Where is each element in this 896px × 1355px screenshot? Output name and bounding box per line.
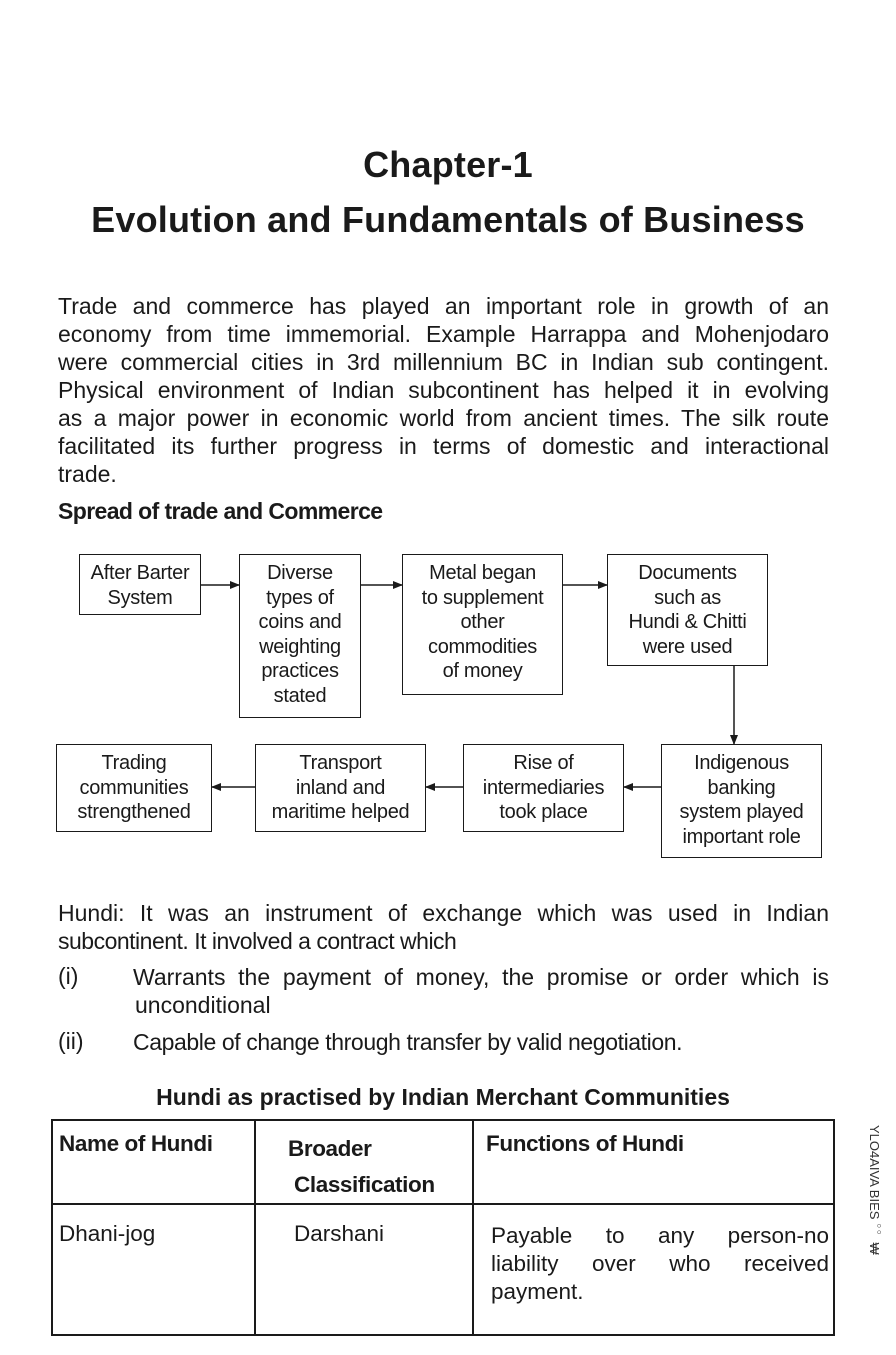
spread-heading: Spread of trade and Commerce	[58, 498, 383, 524]
list-number: (i)	[58, 963, 79, 989]
flow-box-coins: Diverse types of coins and weighting practices stated	[239, 554, 361, 718]
header-cell: Broader Classification	[255, 1120, 473, 1204]
flow-box-intermediaries: Rise of intermediaries took place	[463, 744, 624, 832]
header-cell: Functions of Hundi	[473, 1120, 834, 1204]
flow-box-banking: Indigenous banking system played important role	[661, 744, 822, 858]
flow-box-documents: Documents such as Hundi & Chitti were used	[607, 554, 768, 666]
cell-functions: Payable to any person-no liability over who received payment.	[473, 1204, 834, 1335]
hundi-line: Hundi: It was an instrument of exchange which was used in Indian	[58, 900, 829, 926]
flow-box-barter: After Barter System	[79, 554, 201, 615]
cell-classification: Darshani	[255, 1204, 473, 1335]
flow-box-metal: Metal began to supplement other commodities of money	[402, 554, 563, 695]
margin-stamp: YLO4AIVA BIES 。。₩	[867, 1125, 882, 1255]
intro-line: were commercial cities in 3rd millennium BC in Indian sub contingent.	[58, 349, 829, 375]
list-item: Capable of change through transfer by valid negotiation.	[133, 1029, 683, 1055]
flow-box-trading: Trading communities strengthened	[56, 744, 212, 832]
table-row	[52, 1204, 834, 1335]
table-header-row	[52, 1120, 834, 1204]
hundi-definition	[58, 899, 829, 955]
chapter-label: Chapter-1	[363, 144, 533, 185]
intro-line: as a major power in economic world from ancient times. The silk route	[58, 405, 829, 431]
intro-line: facilitated its further progress in terms of domestic and interactional	[58, 433, 829, 459]
intro-line: Trade and commerce has played an important role in growth of an	[58, 293, 829, 319]
hundi-line: subcontinent. It involved a contract which	[58, 928, 457, 954]
intro-line: Physical environment of Indian subcontinent has helped it in evolving	[58, 377, 829, 403]
header-cell: Name of Hundi	[52, 1120, 255, 1204]
list-number: (ii)	[58, 1028, 84, 1054]
intro-line: trade.	[58, 461, 117, 487]
intro-line: economy from time immemorial. Example Harrappa and Mohenjodaro	[58, 321, 829, 347]
flow-box-transport: Transport inland and maritime helped	[255, 744, 426, 832]
table-caption: Hundi as practised by Indian Merchant Communities	[156, 1084, 730, 1110]
chapter-title: Evolution and Fundamentals of Business	[91, 199, 805, 240]
list-item: Warrants the payment of money, the promise or order which is unconditional	[133, 964, 829, 1018]
hundi-table	[51, 1119, 835, 1336]
cell-name: Dhani-jog	[52, 1204, 255, 1335]
